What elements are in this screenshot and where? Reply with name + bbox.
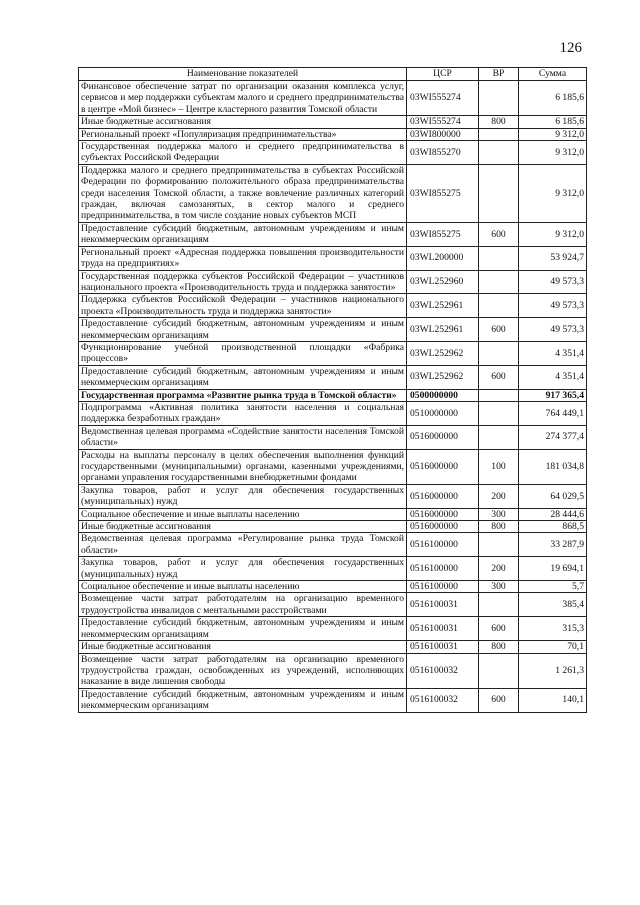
cell-vr	[479, 81, 519, 116]
cell-sum: 764 449,1	[519, 401, 587, 425]
table-row	[79, 449, 587, 484]
cell-name: Социальное обеспечение и иные выплаты населению	[79, 581, 407, 593]
cell-name: Предоставление субсидий бюджетным, автономным учреждениям и иным некоммерческим организациям	[79, 688, 407, 712]
cell-name: Государственная поддержка субъектов Российской Федерации – участников национального проекта «Производительность труда и поддержка занятости»	[79, 270, 407, 294]
cell-name: Региональный проект «Популяризация предпринимательства»	[79, 128, 407, 140]
cell-vr	[479, 401, 519, 425]
cell-vr	[479, 294, 519, 318]
cell-sum: 53 924,7	[519, 246, 587, 270]
cell-sum: 9 312,0	[519, 164, 587, 222]
cell-sum: 9 312,0	[519, 128, 587, 140]
cell-csr: 03WI800000	[407, 128, 479, 140]
cell-sum: 4 351,4	[519, 341, 587, 365]
table-row	[79, 365, 587, 389]
cell-name: Функционирование учебной производственной площадки «Фабрика процессов»	[79, 341, 407, 365]
cell-sum: 6 185,6	[519, 116, 587, 128]
cell-sum: 315,3	[519, 617, 587, 641]
cell-csr: 03WI855275	[407, 222, 479, 246]
cell-sum: 9 312,0	[519, 141, 587, 165]
table-row	[79, 270, 587, 294]
table-row	[79, 246, 587, 270]
cell-name: Закупка товаров, работ и услуг для обеспечения государственных (муниципальных) нужд	[79, 484, 407, 508]
cell-sum: 5,7	[519, 581, 587, 593]
cell-vr: 300	[479, 508, 519, 520]
cell-vr	[479, 341, 519, 365]
table-row	[79, 581, 587, 593]
cell-csr: 0516100031	[407, 641, 479, 653]
cell-name: Предоставление субсидий бюджетным, автономным учреждениям и иным некоммерческим организациям	[79, 365, 407, 389]
cell-vr: 100	[479, 449, 519, 484]
table-row	[79, 617, 587, 641]
cell-csr: 03WI855275	[407, 164, 479, 222]
table-row	[79, 557, 587, 581]
cell-vr	[479, 653, 519, 688]
cell-name: Закупка товаров, работ и услуг для обеспечения государственных (муниципальных) нужд	[79, 557, 407, 581]
cell-sum: 28 444,6	[519, 508, 587, 520]
cell-sum: 64 029,5	[519, 484, 587, 508]
cell-vr: 800	[479, 521, 519, 533]
cell-vr: 600	[479, 617, 519, 641]
cell-csr: 03WL252960	[407, 270, 479, 294]
cell-name: Возмещение части затрат работодателям на организацию временного трудоустройства инвалидов с ментальными расстройствами	[79, 593, 407, 617]
cell-sum: 49 573,3	[519, 294, 587, 318]
cell-name: Расходы на выплаты персоналу в целях обеспечения выполнения функций государственными (муниципальными) органами, казенными учреждениями, органами управления государственными внебюджетными фондами	[79, 449, 407, 484]
cell-csr: 03WL200000	[407, 246, 479, 270]
cell-csr: 0516000000	[407, 425, 479, 449]
cell-name: Региональный проект «Адресная поддержка повышения производительности труда на предприятиях»	[79, 246, 407, 270]
table-row	[79, 81, 587, 116]
cell-csr: 03WI555274	[407, 81, 479, 116]
cell-vr: 800	[479, 641, 519, 653]
table-row	[79, 508, 587, 520]
table-row	[79, 318, 587, 342]
cell-csr: 0516000000	[407, 484, 479, 508]
cell-csr: 0516100032	[407, 653, 479, 688]
cell-sum: 4 351,4	[519, 365, 587, 389]
cell-sum: 1 261,3	[519, 653, 587, 688]
cell-sum: 49 573,3	[519, 318, 587, 342]
cell-csr: 0516000000	[407, 449, 479, 484]
cell-name: Государственная поддержка малого и среднего предпринимательства в субъектах Российской Федерации	[79, 141, 407, 165]
cell-csr: 0516100031	[407, 593, 479, 617]
table-row	[79, 521, 587, 533]
cell-sum: 33 287,9	[519, 533, 587, 557]
table-row	[79, 341, 587, 365]
table-row	[79, 641, 587, 653]
cell-sum: 181 034,8	[519, 449, 587, 484]
cell-sum: 19 694,1	[519, 557, 587, 581]
cell-name: Возмещение части затрат работодателям на организацию временного трудоустройства граждан, освобожденных из учреждений, исполняющих наказание в виде лишения свободы	[79, 653, 407, 688]
cell-name: Подпрограмма «Активная политика занятости населения и социальная поддержка безработных граждан»	[79, 401, 407, 425]
cell-name: Иные бюджетные ассигнования	[79, 521, 407, 533]
cell-csr: 0516000000	[407, 521, 479, 533]
cell-csr: 0516100000	[407, 581, 479, 593]
cell-vr	[479, 270, 519, 294]
cell-name: Поддержка малого и среднего предпринимательства в субъектах Российской Федерации по формированию положительного образа предпринимательства среди населения Томской области, а также вовлечение различных категорий граждан, включая самозанятых, в сектор малого и среднего предпринимательства, в том числе создание новых субъектов МСП	[79, 164, 407, 222]
cell-csr: 0516100000	[407, 533, 479, 557]
cell-csr: 03WL252962	[407, 365, 479, 389]
table-row	[79, 688, 587, 712]
cell-csr: 03WL252962	[407, 341, 479, 365]
cell-name: Государственная программа «Развитие рынка труда в Томской области»	[79, 389, 407, 401]
cell-sum: 6 185,6	[519, 81, 587, 116]
table-row	[79, 593, 587, 617]
cell-vr	[479, 533, 519, 557]
cell-sum: 917 365,4	[519, 389, 587, 401]
cell-csr: 03WI855270	[407, 141, 479, 165]
cell-vr	[479, 425, 519, 449]
cell-name: Предоставление субсидий бюджетным, автономным учреждениям и иным некоммерческим организациям	[79, 318, 407, 342]
cell-vr	[479, 593, 519, 617]
cell-name: Ведомственная целевая программа «Содействие занятости населения Томской области»	[79, 425, 407, 449]
cell-csr: 0516100000	[407, 557, 479, 581]
cell-vr: 600	[479, 365, 519, 389]
header-sum: Сумма	[519, 68, 587, 81]
cell-csr: 03WI555274	[407, 116, 479, 128]
cell-sum: 385,4	[519, 593, 587, 617]
table-row	[79, 389, 587, 401]
cell-name: Иные бюджетные ассигнования	[79, 641, 407, 653]
header-vr: ВР	[479, 68, 519, 81]
cell-vr: 200	[479, 557, 519, 581]
cell-sum: 70,1	[519, 641, 587, 653]
header-csr: ЦСР	[407, 68, 479, 81]
table-row	[79, 222, 587, 246]
budget-table	[78, 67, 587, 713]
cell-name: Иные бюджетные ассигнования	[79, 116, 407, 128]
cell-name: Социальное обеспечение и иные выплаты населению	[79, 508, 407, 520]
table-row	[79, 401, 587, 425]
cell-vr: 600	[479, 318, 519, 342]
table-row	[79, 294, 587, 318]
cell-name: Финансовое обеспечение затрат по организации оказания комплекса услуг, сервисов и мер поддержки субъектам малого и среднего предпринимательства в центре «Мой бизнес» – Центре кластерного развития Томской области	[79, 81, 407, 116]
cell-sum: 9 312,0	[519, 222, 587, 246]
cell-name: Поддержка субъектов Российской Федерации – участников национального проекта «Производительность труда и поддержка занятости»	[79, 294, 407, 318]
cell-sum: 274 377,4	[519, 425, 587, 449]
cell-csr: 03WL252961	[407, 294, 479, 318]
cell-vr	[479, 128, 519, 140]
table-row	[79, 653, 587, 688]
cell-csr: 0516100031	[407, 617, 479, 641]
cell-vr	[479, 389, 519, 401]
table-body	[79, 81, 587, 713]
cell-vr: 300	[479, 581, 519, 593]
table-row	[79, 533, 587, 557]
cell-name: Предоставление субсидий бюджетным, автономным учреждениям и иным некоммерческим организациям	[79, 222, 407, 246]
cell-name: Предоставление субсидий бюджетным, автономным учреждениям и иным некоммерческим организациям	[79, 617, 407, 641]
table-row	[79, 116, 587, 128]
table-header-row	[79, 68, 587, 81]
cell-name: Ведомственная целевая программа «Регулирование рынка труда Томской области»	[79, 533, 407, 557]
cell-csr: 0516000000	[407, 508, 479, 520]
table-row	[79, 425, 587, 449]
cell-vr	[479, 164, 519, 222]
cell-csr: 03WL252961	[407, 318, 479, 342]
cell-vr	[479, 141, 519, 165]
cell-sum: 49 573,3	[519, 270, 587, 294]
page-number: 126	[559, 40, 582, 56]
cell-vr	[479, 246, 519, 270]
header-name: Наименование показателей	[79, 68, 407, 81]
cell-vr: 600	[479, 222, 519, 246]
table-row	[79, 128, 587, 140]
cell-vr: 800	[479, 116, 519, 128]
cell-vr: 600	[479, 688, 519, 712]
cell-sum: 868,5	[519, 521, 587, 533]
cell-sum: 140,1	[519, 688, 587, 712]
cell-csr: 0510000000	[407, 401, 479, 425]
table-row	[79, 141, 587, 165]
cell-vr: 200	[479, 484, 519, 508]
cell-csr: 0516100032	[407, 688, 479, 712]
cell-csr: 0500000000	[407, 389, 479, 401]
table-row	[79, 164, 587, 222]
table-row	[79, 484, 587, 508]
